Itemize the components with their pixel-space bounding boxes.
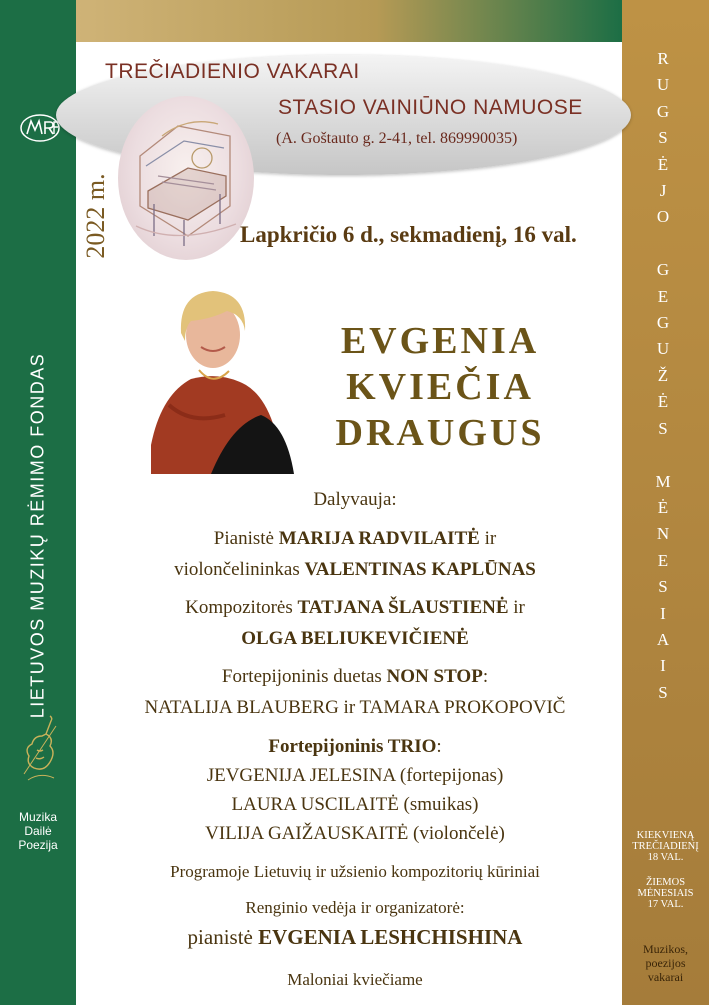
season-letter: Ė [657,154,669,174]
event-headline [300,318,580,456]
season-letter: Ž [657,365,669,385]
participant-line-1 [90,528,620,550]
season-letter: U [656,75,670,95]
participant-name: MARIJA RADVILAITĖ [278,528,480,549]
schedule-text: 18 VAL. [647,852,684,863]
host-intro: Renginio vedėja ir organizatorė: [245,898,465,917]
host-line [90,925,620,950]
performer-portrait [151,275,294,474]
year-label: 2022 m. [81,173,110,259]
season-letter: R [657,49,669,68]
season-letter: Ė [657,497,669,517]
participant-name: TATJANA ŠLAUSTIENĖ [297,597,509,618]
season-letter: N [656,524,670,544]
participant-conj: ir [508,597,525,618]
tagline-text: Muzikos, [643,942,688,956]
painting-medallion [118,96,254,260]
season-letter: A [656,629,670,649]
headline-line1: EVGENIA [340,320,540,362]
participant-role: Pianistė [213,528,279,549]
participant-line-3 [90,597,620,619]
schedule-text: ŽIEMOS [645,877,686,888]
closing-text: Maloniai kviečiame [287,970,423,989]
program-note: Programoje Lietuvių ir užsienio kompozitorių kūriniai [170,862,540,881]
schedule-text: MĖNESIAIS [637,888,694,899]
foundation-name: LIETUVOS MUZIKŲ RĖMIMO FONDAS [27,352,48,719]
participant-line-6: NATALIJA BLAUBERG ir TAMARA PROKOPOVIČ [144,697,566,718]
season-letter: S [658,577,668,597]
host-role: pianistė [187,925,259,949]
participant-name: VALENTINAS KAPLŪNAS [304,559,536,580]
tagline-text: vakarai [647,970,684,984]
season-letter: E [657,550,669,570]
arts-music: Muzika [18,810,57,824]
mrf-logo-icon [19,112,61,144]
trio-title-punct: : [436,736,442,757]
season-letter: M [655,471,671,491]
violin-icon [20,712,60,784]
participant-name: NON STOP [386,666,483,687]
season-gap [648,442,678,468]
season-vertical-text [648,46,678,706]
season-letter: J [659,181,667,201]
season-letter: S [658,128,668,148]
trio-member-1: JEVGENIJA JELESINA (fortepijonas) [206,765,504,786]
tagline [622,942,709,984]
schedule-info-2 [622,877,709,910]
trio-member-2: LAURA USCILAITĖ (smuikas) [231,794,479,815]
arts-list [0,810,76,852]
season-letter: G [656,101,670,121]
participant-punct: : [482,666,489,687]
venue-address: (A. Goštauto g. 2-41, tel. 869990035) [276,130,518,147]
trio-title-text: Fortepijoninis TRIO [268,736,437,757]
portrait-photo-image [151,275,294,474]
participant-line-2 [90,559,620,581]
schedule-info-1 [622,830,709,863]
participant-role: violončelininkas [174,559,305,580]
host-name: EVGENIA LESHCHISHINA [258,925,523,949]
series-title-line2: STASIO VAINIŪNO NAMUOSE [278,96,583,119]
season-letter: S [658,682,668,702]
season-letter: O [656,207,670,227]
season-letter: S [658,418,668,438]
arts-poetry: Poezija [18,838,58,852]
season-gap [648,231,678,257]
event-date: Lapkričio 6 d., sekmadienį, 16 val. [240,222,577,247]
participant-name: OLGA BELIUKEVIČIENĖ [241,628,469,649]
schedule-text: 17 VAL. [647,899,684,910]
tagline-text: poezijos [645,956,686,970]
season-letter: Ė [657,392,669,412]
season-letter: I [660,603,666,623]
season-letter: U [656,339,670,359]
season-letter: E [657,286,669,306]
headline-line2: KVIEČIA [346,366,534,408]
piano-painting-image [118,96,254,260]
top-gradient-strip [76,0,622,42]
participant-conj: ir [479,528,497,549]
season-letter: G [656,260,670,280]
headline-line3: DRAUGUS [335,412,545,454]
schedule-text: KIEKVIENĄ [636,830,695,841]
participant-role: Kompozitorės [185,597,298,618]
participant-role: Fortepijoninis duetas [221,666,387,687]
participant-line-5 [90,666,620,688]
trio-title [90,736,620,758]
trio-member-3: VILIJA GAIŽAUSKAITĖ (violončelė) [205,823,505,844]
season-letter: G [656,313,670,333]
participant-line-4 [90,628,620,650]
schedule-text: TREČIADIENĮ [632,841,699,852]
arts-painting: Dailė [24,824,52,838]
season-letter: I [660,656,666,676]
series-title-line1: TREČIADIENIO VAKARAI [105,60,360,83]
participants-intro: Dalyvauja: [313,489,397,510]
